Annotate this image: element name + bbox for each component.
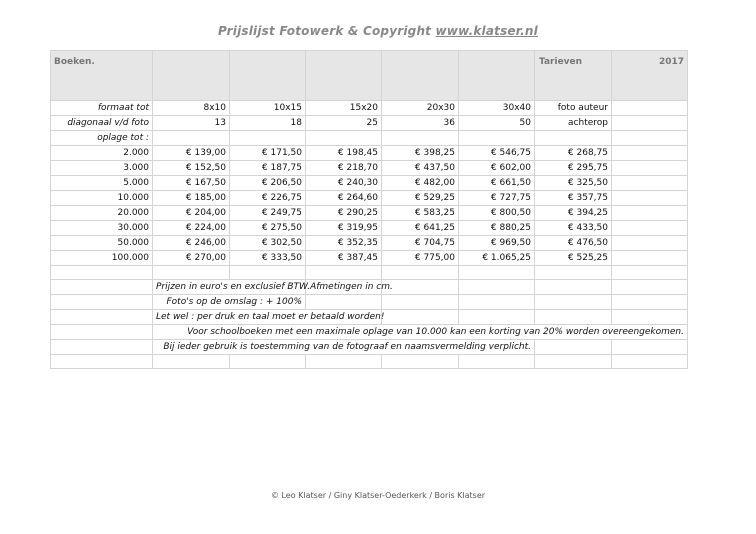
note-text: Voor schoolboeken met een maximale oplage van 10.000 kan een korting van 20% worden overeengekomen. [153,325,688,340]
edition-cell: 100.000 [51,251,153,266]
diagonal-cell: 50 [459,116,535,131]
year-label: 2017 [612,51,688,101]
price-cell: € 969,50 [459,236,535,251]
price-cell: € 152,50 [153,161,230,176]
format-cell: 20x30 [382,101,459,116]
price-cell: € 583,25 [382,206,459,221]
price-cell: € 218,70 [306,161,382,176]
price-cell: € 602,00 [459,161,535,176]
price-cell: € 226,75 [230,191,306,206]
note-row [51,310,688,325]
footer-credits: © Leo Klatser / Giny Klatser-Oederkerk / Boris Klatser [270,491,486,500]
price-cell: € 476,50 [535,236,612,251]
format-cell: 8x10 [153,101,230,116]
diagonal-label: diagonaal v/d foto [51,116,153,131]
price-cell: € 246,00 [153,236,230,251]
website-link[interactable]: www.klatser.nl [435,24,538,38]
edition-cell: 30.000 [51,221,153,236]
price-row [51,251,688,266]
price-row [51,221,688,236]
diagonal-cell: achterop [535,116,612,131]
price-cell: € 333,50 [230,251,306,266]
price-cell: € 704,75 [382,236,459,251]
price-row [51,176,688,191]
price-cell: € 775,00 [382,251,459,266]
price-cell: € 880,25 [459,221,535,236]
spacer-row [51,266,688,280]
note-text: Bij ieder gebruik is toestemming van de fotograaf en naamsvermelding verplicht. [153,340,535,355]
header-row [51,51,688,101]
price-cell: € 224,00 [153,221,230,236]
price-cell: € 167,50 [153,176,230,191]
page-title-text: Prijslijst Fotowerk & Copyright [218,24,436,38]
price-cell: € 302,50 [230,236,306,251]
price-cell: € 270,00 [153,251,230,266]
price-cell: € 1.065,25 [459,251,535,266]
price-cell: € 139,00 [153,146,230,161]
note-row [51,340,688,355]
price-cell: € 800,50 [459,206,535,221]
format-cell: foto auteur [535,101,612,116]
edition-cell: 2.000 [51,146,153,161]
diagonal-cell: 18 [230,116,306,131]
price-row [51,236,688,251]
price-cell: € 641,25 [382,221,459,236]
page-title [0,24,756,38]
price-cell: € 206,50 [230,176,306,191]
price-row [51,146,688,161]
price-cell: € 661,50 [459,176,535,191]
price-table [50,50,688,369]
price-cell: € 352,35 [306,236,382,251]
format-cell: 30x40 [459,101,535,116]
price-cell: € 546,75 [459,146,535,161]
price-cell: € 295,75 [535,161,612,176]
diagonal-row [51,116,688,131]
edition-cell: 5.000 [51,176,153,191]
edition-cell: 10.000 [51,191,153,206]
note-text: Let wel : per druk en taal moet er betaald worden! [153,310,382,325]
price-row [51,161,688,176]
format-row [51,101,688,116]
price-cell: € 357,75 [535,191,612,206]
note-row [51,280,688,295]
price-cell: € 187,75 [230,161,306,176]
diagonal-cell: 13 [153,116,230,131]
price-row [51,206,688,221]
note-text: Foto's op de omslag : + 100% [153,295,306,310]
price-cell: € 482,00 [382,176,459,191]
price-cell: € 171,50 [230,146,306,161]
price-cell: € 727,75 [459,191,535,206]
price-cell: € 204,00 [153,206,230,221]
price-cell: € 398,25 [382,146,459,161]
tariff-label: Tarieven [535,51,612,101]
edition-label-row [51,131,688,146]
edition-cell: 50.000 [51,236,153,251]
format-cell: 10x15 [230,101,306,116]
spacer-row [51,355,688,369]
price-cell: € 290,25 [306,206,382,221]
price-cell: € 268,75 [535,146,612,161]
price-cell: € 325,50 [535,176,612,191]
price-row [51,191,688,206]
note-row [51,325,688,340]
price-cell: € 185,00 [153,191,230,206]
price-cell: € 529,25 [382,191,459,206]
format-label: formaat tot [51,101,153,116]
diagonal-cell: 25 [306,116,382,131]
price-cell: € 240,30 [306,176,382,191]
edition-cell: 20.000 [51,206,153,221]
price-cell: € 387,45 [306,251,382,266]
price-cell: € 394,25 [535,206,612,221]
category-title: Boeken. [51,51,153,101]
diagonal-cell: 36 [382,116,459,131]
price-cell: € 198,45 [306,146,382,161]
edition-label: oplage tot : [51,131,153,146]
price-cell: € 437,50 [382,161,459,176]
price-cell: € 319,95 [306,221,382,236]
edition-cell: 3.000 [51,161,153,176]
price-cell: € 249,75 [230,206,306,221]
note-row [51,295,688,310]
format-cell: 15x20 [306,101,382,116]
price-cell: € 275,50 [230,221,306,236]
price-cell: € 433,50 [535,221,612,236]
note-text: Prijzen in euro's en exclusief BTW.Afmetingen in cm. [153,280,306,295]
price-cell: € 525,25 [535,251,612,266]
price-cell: € 264,60 [306,191,382,206]
